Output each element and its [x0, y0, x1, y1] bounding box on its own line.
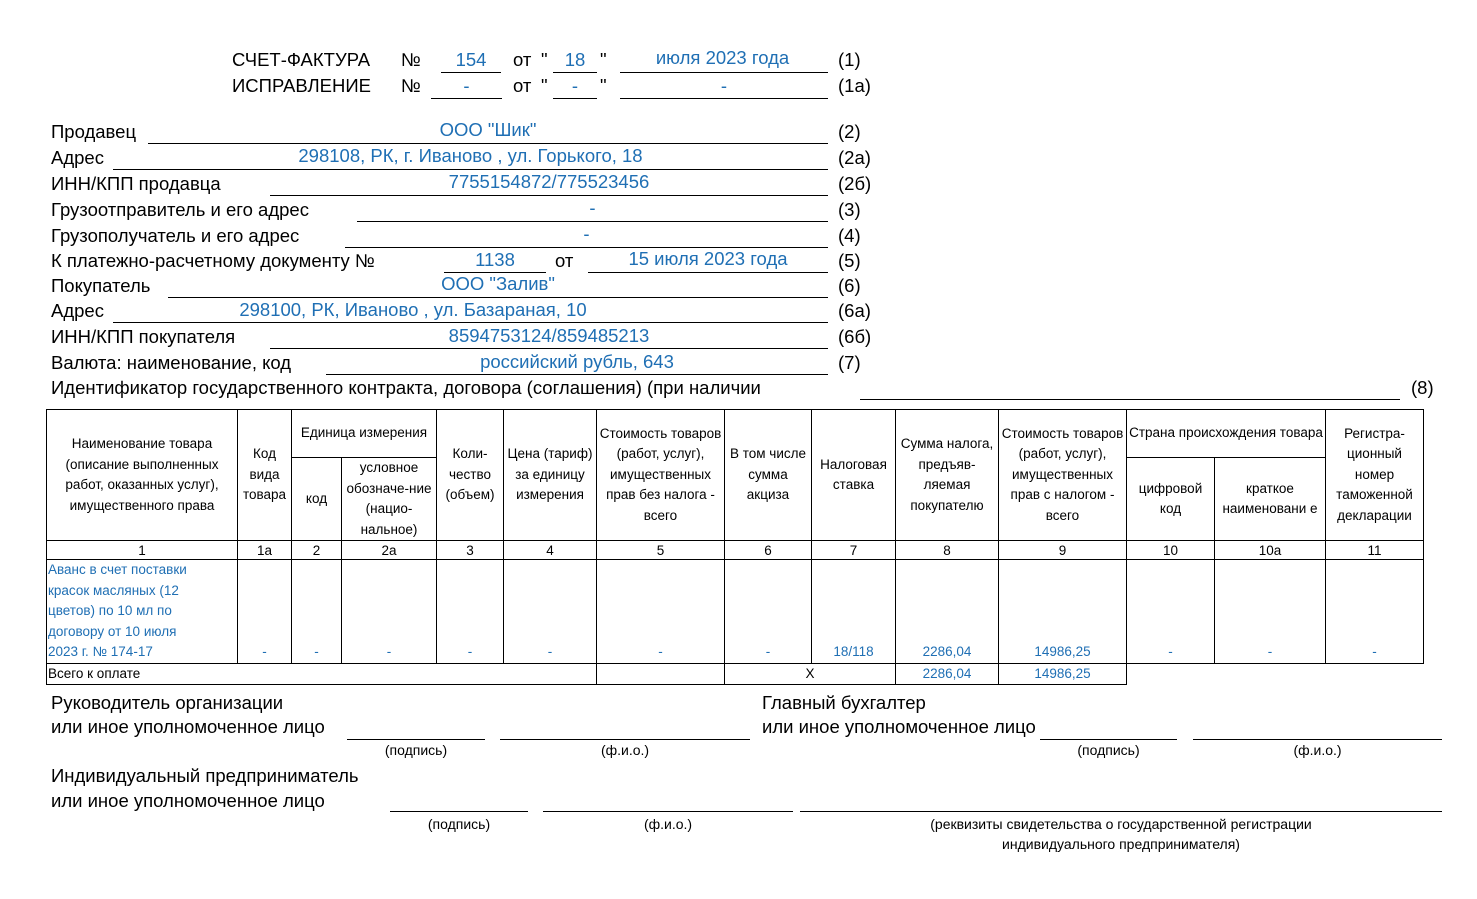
head-label-1: Руководитель организации	[51, 692, 284, 713]
row-country-name[interactable]: -	[1215, 560, 1326, 664]
total-cost-no-tax[interactable]	[597, 663, 725, 684]
colnum-8: 8	[896, 541, 999, 560]
total-row	[47, 663, 1424, 684]
invoice-no-sign: №	[401, 49, 421, 70]
colnum-5: 5	[597, 541, 725, 560]
invoice-ref: (1)	[838, 49, 861, 70]
colnum-1: 1	[47, 541, 238, 560]
accountant-signature-caption: (подпись)	[1077, 742, 1140, 758]
row-unit-code[interactable]: -	[292, 560, 342, 664]
entrepreneur-signature-field[interactable]	[390, 811, 528, 812]
row-declaration[interactable]: -	[1326, 560, 1424, 664]
seller-ref: (2)	[838, 121, 861, 142]
row-name-line: договору от 10 июля	[48, 623, 177, 639]
consignee-label: Грузополучатель и его адрес	[51, 225, 300, 246]
row-cost-with-tax[interactable]: 14986,25	[999, 560, 1127, 664]
header-declaration: Регистра-ционный номер таможенной декларации	[1326, 410, 1424, 541]
invoice-day[interactable]: 18	[564, 49, 586, 70]
quote-close: "	[600, 49, 607, 70]
colnum-9: 9	[999, 541, 1127, 560]
correction-day[interactable]: -	[571, 75, 579, 96]
correction-quote-open: "	[541, 75, 548, 96]
consignee-value[interactable]: -	[583, 223, 590, 244]
currency-label: Валюта: наименование, код	[51, 352, 292, 373]
buyer-address-ref: (6а)	[838, 300, 871, 321]
colnum-3: 3	[437, 541, 504, 560]
buyer-address-label: Адрес	[51, 300, 104, 321]
header-unit-symbol: условное обозначе-ние (нацио-нальное)	[342, 458, 437, 541]
seller-inn-value[interactable]: 7755154872/775523456	[448, 171, 650, 192]
header-cost-with-tax: Стоимость товаров (работ, услуг), имущественных прав с налогом - всего	[999, 410, 1127, 541]
row-quantity[interactable]: -	[437, 560, 504, 664]
row-kind-code[interactable]: -	[238, 560, 292, 664]
payment-doc-ref: (5)	[838, 250, 861, 271]
accountant-fio-field[interactable]	[1193, 739, 1442, 740]
header-price: Цена (тариф) за единицу измерения	[504, 410, 597, 541]
registration-caption-2: индивидуального предпринимателя)	[1002, 836, 1240, 852]
header-name: Наименование товара (описание выполненных работ, оказанных услуг), имущественного права	[47, 410, 238, 541]
head-fio-caption: (ф.и.о.)	[600, 742, 650, 758]
accountant-label-2: или иное уполномоченное лицо	[762, 716, 1036, 737]
entrepreneur-fio-caption: (ф.и.о.)	[643, 816, 693, 832]
shipper-ref: (3)	[838, 199, 861, 220]
entrepreneur-label-2: или иное уполномоченное лицо	[51, 790, 325, 811]
contract-field[interactable]	[860, 399, 1400, 400]
header-country-code: цифровой код	[1127, 458, 1215, 541]
contract-ref: (8)	[1411, 377, 1434, 398]
currency-ref: (7)	[838, 352, 861, 373]
row-unit-symbol[interactable]: -	[342, 560, 437, 664]
invoice-month-year[interactable]: июля 2023 года	[655, 47, 790, 68]
head-signature-caption: (подпись)	[384, 742, 448, 758]
buyer-ref: (6)	[838, 275, 861, 296]
correction-number[interactable]: -	[463, 75, 470, 96]
buyer-inn-ref: (6б)	[838, 326, 872, 347]
shipper-label: Грузоотправитель и его адрес	[51, 199, 309, 220]
colnum-1a: 1а	[238, 541, 292, 560]
correction-quote-close: "	[600, 75, 607, 96]
seller-address-ref: (2а)	[838, 147, 871, 168]
colnum-11: 11	[1326, 541, 1424, 560]
row-cost-no-tax[interactable]: -	[597, 560, 725, 664]
colnum-2: 2	[292, 541, 342, 560]
row-name-line: цветов) по 10 мл по	[48, 603, 172, 618]
payment-doc-label: К платежно-расчетному документу №	[51, 250, 375, 271]
correction-ref: (1а)	[838, 75, 871, 96]
colnum-7: 7	[812, 541, 896, 560]
invoice-number[interactable]: 154	[455, 49, 487, 70]
buyer-address-value[interactable]: 298100, РК, Иваново , ул. Базараная, 10	[239, 299, 587, 320]
seller-inn-label: ИНН/КПП продавца	[51, 173, 221, 194]
currency-value[interactable]: российский рубль, 643	[480, 351, 674, 372]
payment-doc-date[interactable]: 15 июля 2023 года	[628, 248, 788, 269]
total-excise: Х	[725, 663, 896, 684]
header-quantity: Коли-чество (объем)	[437, 410, 504, 541]
colnum-10: 10	[1127, 541, 1215, 560]
total-label: Всего к оплате	[47, 663, 597, 684]
accountant-signature-field[interactable]	[1040, 739, 1177, 740]
row-price[interactable]: -	[504, 560, 597, 664]
buyer-value[interactable]: ООО "Залив"	[441, 273, 555, 294]
seller-label: Продавец	[51, 121, 137, 142]
head-fio-field[interactable]	[500, 739, 750, 740]
colnum-2a: 2а	[342, 541, 437, 560]
header-tax-sum: Сумма налога, предъяв-ляемая покупателю	[896, 410, 999, 541]
contract-label: Идентификатор государственного контракта, договора (соглашения) (при наличии	[51, 377, 761, 398]
header-country: Страна происхождения товара	[1127, 410, 1326, 458]
row-excise[interactable]: -	[725, 560, 812, 664]
row-name-line: 2023 г. № 174-17	[48, 644, 153, 659]
table-row	[47, 560, 1424, 664]
header-unit: Единица измерения	[292, 410, 437, 458]
accountant-fio-caption: (ф.и.о.)	[1293, 742, 1342, 758]
correction-date[interactable]: -	[720, 75, 728, 96]
quote-open: "	[541, 49, 548, 70]
correction-title: ИСПРАВЛЕНИЕ	[232, 75, 372, 96]
header-cost-no-tax: Стоимость товаров (работ, услуг), имущественных прав без налога - всего	[597, 410, 725, 541]
invoice-title: СЧЕТ-ФАКТУРА	[232, 49, 371, 70]
colnum-6: 6	[725, 541, 812, 560]
invoice-table	[46, 409, 1424, 685]
row-name[interactable]	[47, 560, 238, 664]
head-signature-field[interactable]	[347, 739, 485, 740]
colnum-4: 4	[504, 541, 597, 560]
consignee-ref: (4)	[838, 225, 861, 246]
row-name-line: красок масляных (12	[48, 582, 179, 598]
header-unit-code: код	[292, 458, 342, 541]
invoice-from-label: от	[513, 49, 532, 70]
payment-doc-number[interactable]: 1138	[475, 249, 515, 270]
seller-address-label: Адрес	[51, 147, 104, 168]
seller-inn-ref: (2б)	[838, 173, 872, 194]
correction-from-label: от	[513, 75, 532, 96]
row-name-line: Аванс в счет поставки	[48, 562, 187, 577]
registration-caption-1: (реквизиты свидетельства о государственной регистрации	[930, 816, 1312, 832]
correction-no-sign: №	[401, 75, 421, 96]
entrepreneur-signature-caption: (подпись)	[427, 816, 491, 832]
seller-address-value[interactable]: 298108, РК, г. Иваново , ул. Горького, 18	[298, 145, 643, 166]
total-tax-sum[interactable]: 2286,04	[896, 663, 999, 684]
total-cost-with-tax[interactable]: 14986,25	[999, 663, 1127, 684]
colnum-10a: 10а	[1215, 541, 1326, 560]
entrepreneur-label-1: Индивидуальный предприниматель	[51, 765, 359, 786]
buyer-inn-value[interactable]: 8594753124/859485213	[448, 325, 650, 346]
row-tax-sum[interactable]: 2286,04	[896, 560, 999, 664]
seller-value[interactable]: ООО "Шик"	[439, 119, 537, 140]
accountant-label-1: Главный бухгалтер	[762, 692, 926, 713]
buyer-label: Покупатель	[51, 275, 151, 296]
header-country-name: краткое наименовани е	[1215, 458, 1326, 541]
payment-doc-from-label: от	[555, 250, 574, 271]
row-tax-rate[interactable]: 18/118	[812, 560, 896, 664]
header-tax-rate: Налоговая ставка	[812, 410, 896, 541]
row-country-code[interactable]: -	[1127, 560, 1215, 664]
entrepreneur-registration-field[interactable]	[800, 811, 1442, 812]
entrepreneur-fio-field[interactable]	[543, 811, 793, 812]
buyer-inn-label: ИНН/КПП покупателя	[51, 326, 236, 347]
header-kind-code: Код вида товара	[238, 410, 292, 541]
header-excise: В том числе сумма акциза	[725, 410, 812, 541]
head-label-2: или иное уполномоченное лицо	[51, 716, 325, 737]
shipper-value[interactable]: -	[589, 197, 596, 218]
